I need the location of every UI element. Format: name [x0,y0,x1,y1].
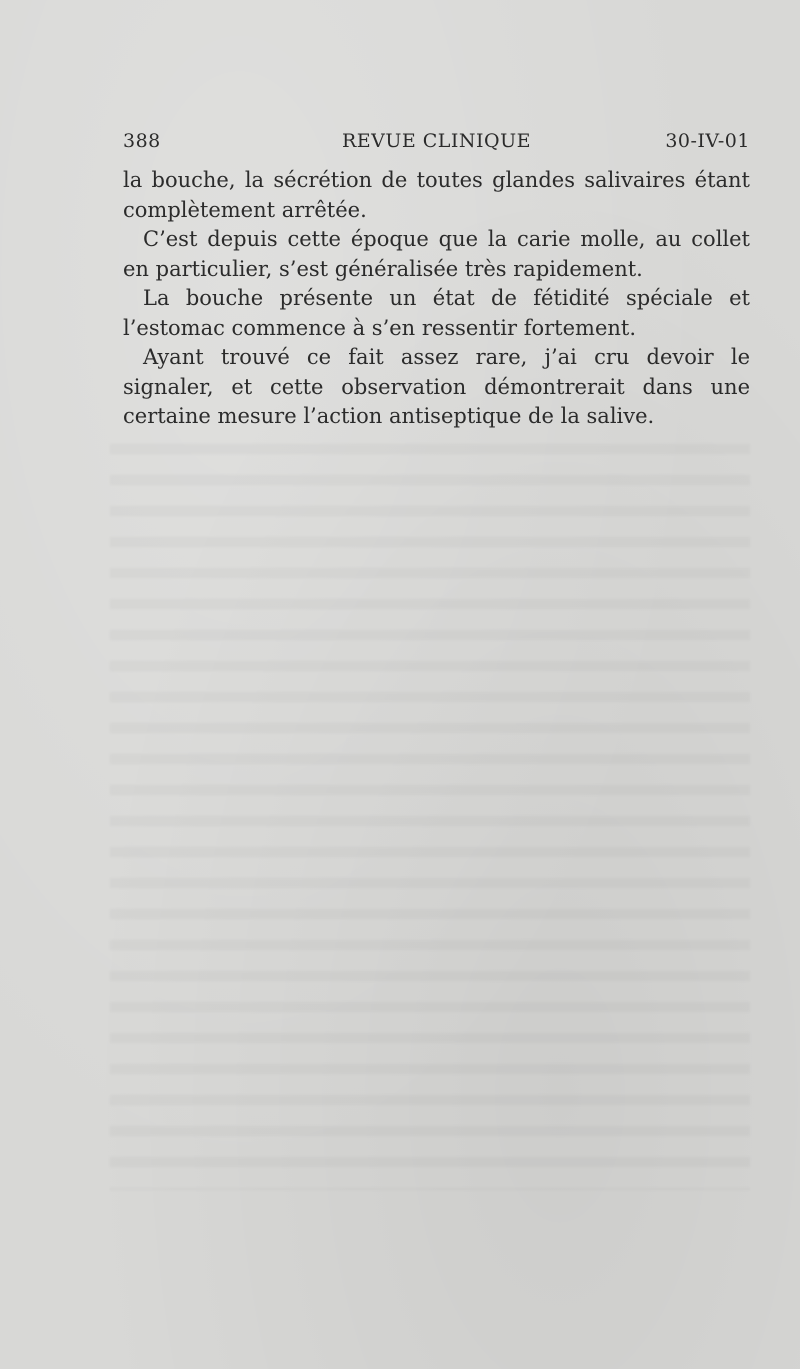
issue-date: 30-IV-01 [665,130,750,152]
bleed-through-texture [110,430,750,1190]
page-number: 388 [123,130,161,152]
body-text [123,166,750,432]
paragraph: Ayant trouvé ce fait assez rare, j’ai cru devoir le signaler, et cette observation démontrerait dans une certaine mesure l’action antiseptique de la salive. [123,345,750,428]
paragraph-continuation: la bouche, la sécrétion de toutes glandes salivaires étant complètement arrêtée. [123,168,750,222]
running-header [123,130,750,160]
paragraph: C’est depuis cette époque que la carie molle, au collet en particulier, s’est généralisée très rapidement. [123,227,750,281]
paragraph: La bouche présente un état de fétidité spéciale et l’estomac commence à s’en ressentir fortement. [123,286,750,340]
running-title: REVUE CLINIQUE [341,130,532,152]
